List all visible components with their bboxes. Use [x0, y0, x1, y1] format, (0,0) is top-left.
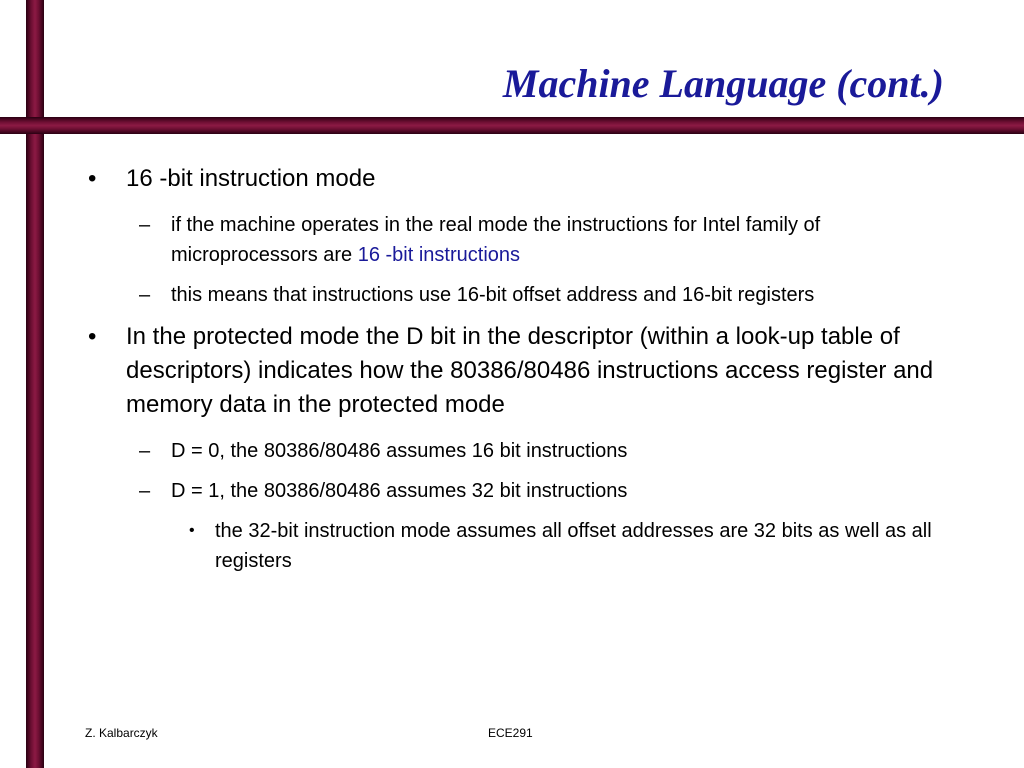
sub-bullet-item: [139, 476, 935, 506]
slide-title: Machine Language (cont.): [502, 61, 944, 106]
frame-bar-horizontal: [0, 117, 1024, 134]
sub-bullet-text: D = 1, the 80386/80486 assumes 32 bit instructions: [171, 480, 628, 502]
bullet-item: [85, 320, 935, 422]
bullet-text: 16 -bit instruction mode: [126, 165, 376, 192]
bullet-marker: •: [88, 165, 97, 192]
frame-bar-vertical: [26, 0, 44, 768]
dash-marker: –: [139, 214, 151, 236]
sub-bullet-text: [171, 210, 935, 270]
bullet-marker: •: [189, 522, 195, 539]
dash-marker: –: [139, 440, 151, 462]
bullet-item: [85, 162, 935, 196]
footer-author: Z. Kalbarczyk: [85, 726, 158, 740]
sub-sub-bullet-item: [185, 516, 935, 576]
sub-bullet-text: this means that instructions use 16-bit offset address and 16-bit registers: [171, 284, 815, 306]
sub-bullet-item: [139, 436, 935, 466]
sub-sub-bullet-text: the 32-bit instruction mode assumes all offset addresses are 32 bits as well as all registers: [215, 520, 932, 572]
sub-bullet-text-part: if the machine operates in the real mode the instructions for Intel family of microprocessors are: [171, 214, 821, 266]
footer-course: ECE291: [488, 726, 533, 740]
bullet-marker: •: [88, 323, 97, 350]
sub-bullet-item: [139, 280, 935, 310]
sub-bullet-text: D = 0, the 80386/80486 assumes 16 bit instructions: [171, 440, 628, 462]
dash-marker: –: [139, 284, 151, 306]
sub-bullet-item: [139, 210, 935, 270]
slide-body: [85, 162, 935, 576]
bullet-text: In the protected mode the D bit in the descriptor (within a look-up table of descriptors) indicates how the 80386/80486 instructions access register and memory data in the protected mode: [126, 323, 934, 418]
highlighted-term: 16 -bit instructions: [357, 244, 521, 266]
dash-marker: –: [139, 480, 151, 502]
